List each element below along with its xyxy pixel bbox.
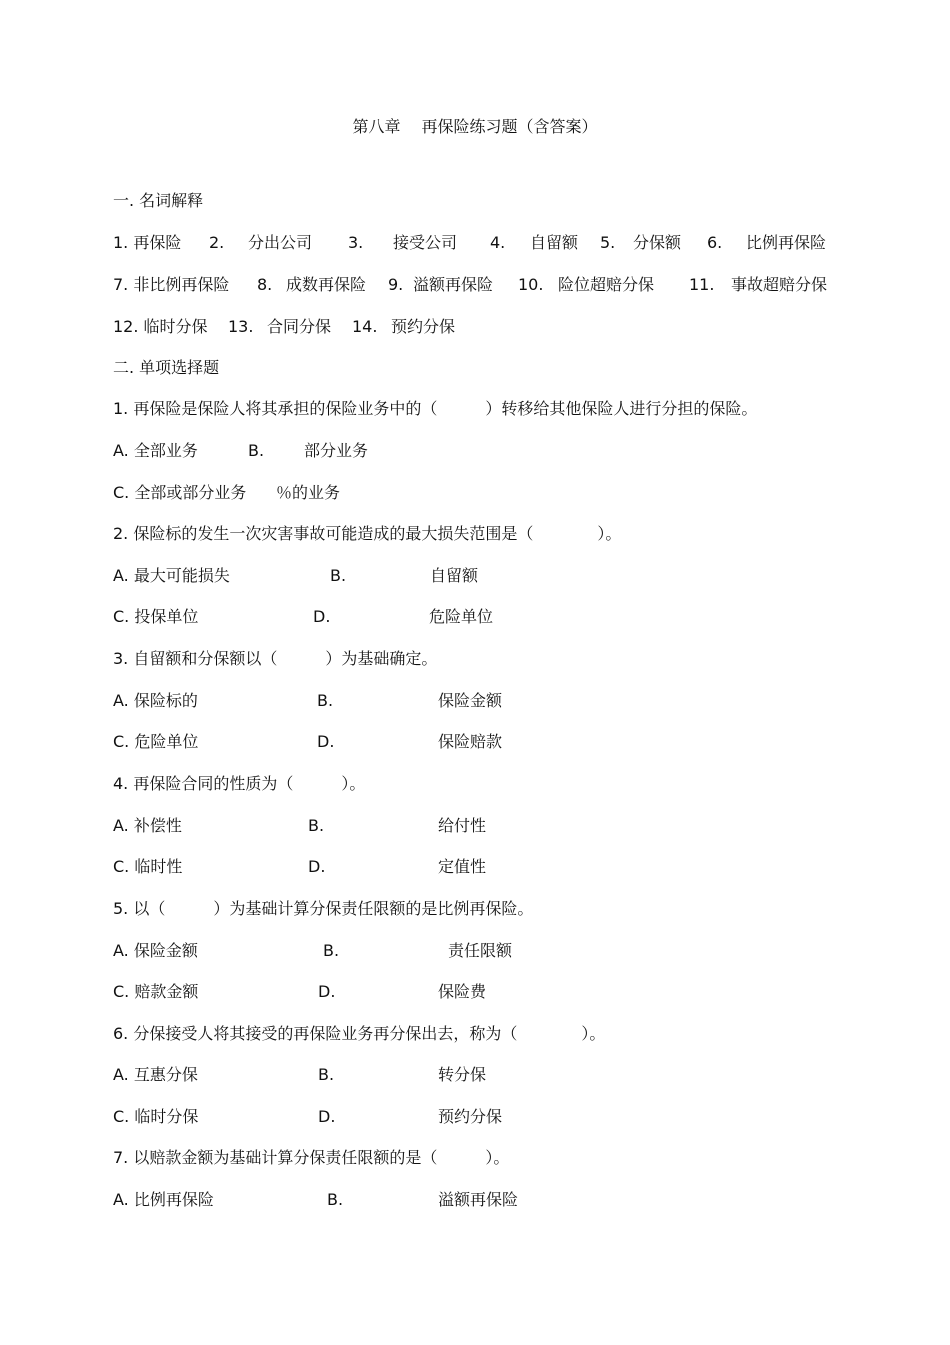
option-b: 溢额再保险 [438, 1190, 519, 1209]
options-row [113, 482, 613, 504]
option-c: C. 临时性 [113, 857, 183, 876]
option-d: 保险费 [438, 982, 487, 1001]
question-stem: 2. 保险标的发生一次灾害事故可能造成的最大损失范围是（ ）。 [113, 524, 622, 543]
term: 分出公司 [248, 233, 313, 252]
option-b: 转分保 [438, 1065, 487, 1084]
term: 7. 非比例再保险 [113, 275, 230, 294]
option-b-letter: B. [323, 941, 340, 960]
option-b: 自留额 [430, 566, 479, 585]
option-c: C. 赔款金额 [113, 982, 199, 1001]
term: 比例再保险 [746, 233, 827, 252]
options-row [113, 440, 613, 462]
term-number: 4. [490, 233, 506, 252]
term: 自留额 [530, 233, 579, 252]
options-row [113, 731, 613, 753]
question-stem: 3. 自留额和分保额以（ ）为基础确定。 [113, 649, 438, 668]
option-a: A. 保险标的 [113, 691, 198, 710]
section-heading-choice: 二. 单项选择题 [113, 358, 220, 377]
term-number: 13. [228, 317, 254, 336]
option-b: 责任限额 [448, 941, 513, 960]
option-c: C. 临时分保 [113, 1107, 199, 1126]
term: 险位超赔分保 [558, 275, 655, 294]
options-row [113, 1064, 613, 1086]
options-row [113, 690, 613, 712]
term-number: 11. [689, 275, 715, 294]
term-number: 6. [707, 233, 723, 252]
term: 合同分保 [267, 317, 332, 336]
option-b-letter: B. [248, 441, 265, 460]
term-number: 5. [600, 233, 616, 252]
option-d-letter: D. [318, 982, 336, 1001]
question-stem: 5. 以（ ）为基础计算分保责任限额的是比例再保险。 [113, 899, 534, 918]
options-row [113, 815, 613, 837]
option-a: A. 保险金额 [113, 941, 198, 960]
options-row [113, 565, 613, 587]
option-b-letter: B. [308, 816, 325, 835]
options-row [113, 940, 613, 962]
page-title: 第八章 再保险练习题（含答案） [352, 117, 598, 136]
section-heading-terms: 一. 名词解释 [113, 191, 204, 210]
option-b: 部分业务 [304, 441, 369, 460]
option-c: C. 危险单位 [113, 732, 199, 751]
term: 预约分保 [391, 317, 456, 336]
terms-row-1 [113, 232, 853, 254]
term: 分保额 [633, 233, 682, 252]
option-a: A. 最大可能损失 [113, 566, 230, 585]
term: 接受公司 [393, 233, 458, 252]
option-b-letter: B. [330, 566, 347, 585]
option-a: A. 比例再保险 [113, 1190, 214, 1209]
term: 1. 再保险 [113, 233, 182, 252]
options-row [113, 856, 613, 878]
question-stem: 4. 再保险合同的性质为（ ）。 [113, 774, 366, 793]
term-number: 8. [257, 275, 273, 294]
option-d-letter: D. [317, 732, 335, 751]
question-stem: 1. 再保险是保险人将其承担的保险业务中的（ ）转移给其他保险人进行分担的保险。 [113, 399, 758, 418]
options-row [113, 981, 613, 1003]
option-d-letter: D. [313, 607, 331, 626]
term-number: 3. [348, 233, 364, 252]
option-d: 预约分保 [438, 1107, 503, 1126]
option-d: 保险赔款 [438, 732, 503, 751]
term-number: 9. [388, 275, 404, 294]
option-c: C. 投保单位 [113, 607, 199, 626]
option-b-letter: B. [327, 1190, 344, 1209]
term: 成数再保险 [286, 275, 367, 294]
term: 事故超赔分保 [731, 275, 828, 294]
term: 12. 临时分保 [113, 317, 208, 336]
option-a: A. 补偿性 [113, 816, 182, 835]
term-number: 2. [209, 233, 225, 252]
question-stem: 7. 以赔款金额为基础计算分保责任限额的是（ ）。 [113, 1148, 510, 1167]
options-row [113, 1189, 613, 1211]
option-d-letter: D. [318, 1107, 336, 1126]
term-number: 14. [352, 317, 378, 336]
option-d: 定值性 [438, 857, 487, 876]
term: 溢额再保险 [413, 275, 494, 294]
terms-row-3 [113, 316, 513, 338]
term-number: 10. [518, 275, 544, 294]
option-c: C. 全部或部分业务 [113, 483, 247, 502]
option-d: ％的业务 [276, 483, 341, 502]
option-d-letter: D. [308, 857, 326, 876]
option-b: 保险金额 [438, 691, 503, 710]
option-d: 危险单位 [429, 607, 494, 626]
options-row [113, 606, 613, 628]
option-b-letter: B. [317, 691, 334, 710]
terms-row-2 [113, 274, 853, 296]
option-b: 给付性 [438, 816, 487, 835]
option-b-letter: B. [318, 1065, 335, 1084]
option-a: A. 互惠分保 [113, 1065, 198, 1084]
options-row [113, 1106, 613, 1128]
question-stem: 6. 分保接受人将其接受的再保险业务再分保出去，称为（ ）。 [113, 1024, 606, 1043]
option-a: A. 全部业务 [113, 441, 198, 460]
